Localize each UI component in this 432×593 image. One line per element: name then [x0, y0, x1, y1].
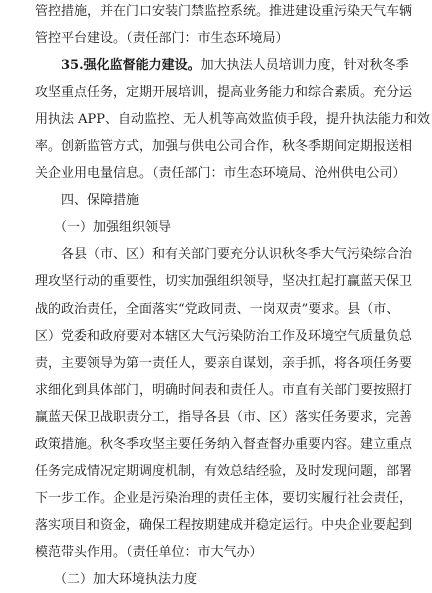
text-line: 率。创新监管方式，加强与供电公司合作，秋冬季期间定期报送相: [35, 139, 413, 154]
text-line: 区）党委和政府要对本辖区大气污染防治工作及环境空气质量负总: [35, 329, 413, 344]
subsection-heading: （一）加强组织领导: [54, 220, 172, 235]
text-line: 政策措施。秋冬季攻坚主要任务纳入督查督办重要内容。建立重点: [35, 437, 413, 452]
text-line: 求细化到具体部门，明确时间表和责任人。市直有关部门要按照打: [35, 383, 413, 398]
text-line: 落实项目和资金，确保工程按期建成并稳定运行。中央企业要起到: [35, 518, 413, 533]
text-line: 各县（市、区）和有关部门要充分认识秋冬季大气污染综合治: [61, 247, 413, 262]
item-35-title: 35.强化监督能力建设。: [61, 58, 201, 73]
text-line: 管控措施，并在门口安装门禁监控系统。推进建设重污染天气车辆: [35, 4, 413, 19]
text-line: 赢蓝天保卫战职责分工，指导各县（市、区）落实任务要求，完善: [35, 410, 413, 425]
text-line: 用执法 APP、自动监控、无人机等高效监侦手段，提升执法能力和效: [35, 112, 431, 127]
text-line: 管控平台建设。（责任部门：市生态环境局）: [35, 31, 289, 46]
text-line: 理攻坚行动的重要性，切实加强组织领导，坚决扛起打赢蓝天保卫: [35, 274, 413, 289]
item-35-first-line: [61, 57, 409, 75]
text-line: 关企业用电量信息。（责任部门：市生态环境局、沧州供电公司）: [35, 166, 406, 181]
section-heading: 四、保障措施: [61, 193, 140, 208]
subsection-heading: （二）加大环境执法力度: [54, 572, 198, 587]
text-line: 任务完成情况定期调度机制，有效总结经验，及时发现问题，部署: [35, 464, 413, 479]
text-line: 责，主要领导为第一责任人，要亲自谋划，亲手抓，将各项任务要: [35, 356, 413, 371]
text-line: 攻坚重点任务，定期开展培训，提高业务能力和综合素质。充分运: [35, 85, 413, 100]
item-35-text: 加大执法人员培训力度，针对秋冬季: [200, 58, 409, 73]
text-line: 战的政治责任，全面落实“党政同责、一岗双责”要求。县（市、: [35, 302, 400, 317]
text-line: 模范带头作用。（责任单位：市大气办）: [35, 545, 263, 560]
text-line: 下一步工作。企业是污染治理的责任主体，要切实履行社会责任，: [35, 491, 413, 506]
